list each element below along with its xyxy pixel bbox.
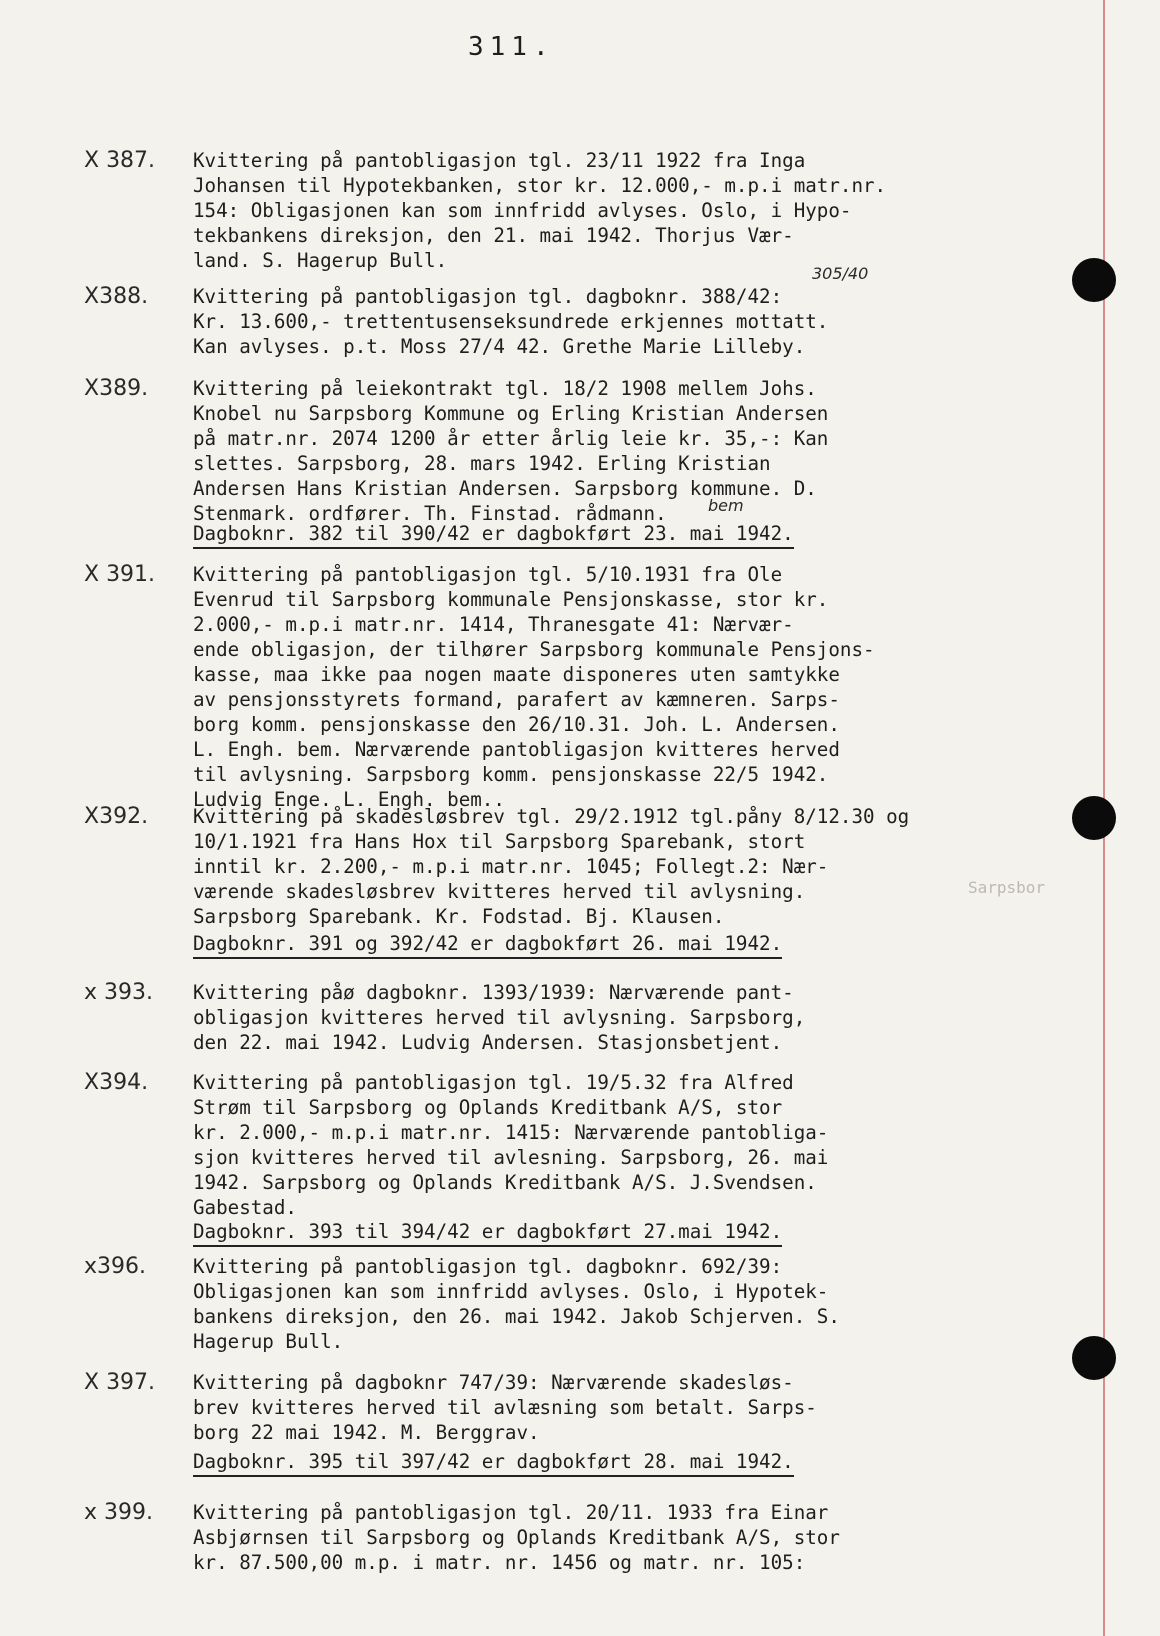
entry-line: sjon kvitteres herved til avlesning. Sarpsborg, 26. mai <box>193 1146 829 1169</box>
journal-summary: Dagboknr. 393 til 394/42 er dagbokført 27.mai 1942. <box>193 1220 782 1247</box>
entry-line: Strøm til Sarpsborg og Oplands Kreditbank A/S, stor <box>193 1096 783 1119</box>
entry-line: Gabestad. <box>193 1196 297 1219</box>
entry-line: 10/1.1921 fra Hans Hox til Sarpsborg Sparebank, stort <box>193 830 806 853</box>
entry-line: Kvittering på pantobligasjon tgl. 19/5.32 fra Alfred <box>193 1071 794 1094</box>
journal-summary: Dagboknr. 391 og 392/42 er dagbokført 26. mai 1942. <box>193 932 782 959</box>
punch-hole <box>1072 796 1116 840</box>
entry-number: X 387. <box>84 148 156 173</box>
entry-line: Kvittering på leiekontrakt tgl. 18/2 1908 mellem Johs. <box>193 377 817 400</box>
entry-line: land. S. Hagerup Bull. <box>193 249 448 272</box>
entry-line: Andersen Hans Kristian Andersen. Sarpsborg kommune. D. <box>193 477 817 500</box>
handwritten-correction: 305/40 <box>812 264 869 283</box>
entry-number: X389. <box>84 376 149 401</box>
entry-line: Sarpsborg Sparebank. Kr. Fodstad. Bj. Klausen. <box>193 905 725 928</box>
entry-number: x396. <box>84 1254 147 1279</box>
entry-line: brev kvitteres herved til avlæsning som betalt. Sarps- <box>193 1396 817 1419</box>
entry-line: Johansen til Hypotekbanken, stor kr. 12.000,- m.p.i matr.nr. <box>193 174 887 197</box>
entry-line: Kvittering på pantobligasjon tgl. 5/10.1931 fra Ole <box>193 563 783 586</box>
entry-line: kasse, maa ikke paa nogen maate disponeres uten samtykke <box>193 663 840 686</box>
entry-line: Kvittering på pantobligasjon tgl. 23/11 1922 fra Inga <box>193 149 806 172</box>
page-number: 311. <box>468 32 555 62</box>
entry-line: Kvittering påø dagboknr. 1393/1939: Nærværende pant- <box>193 981 794 1004</box>
entry-line: den 22. mai 1942. Ludvig Andersen. Stasjonsbetjent. <box>193 1031 783 1054</box>
entry-line: til avlysning. Sarpsborg komm. pensjonskasse 22/5 1942. <box>193 763 829 786</box>
entry-line: Kvittering på pantobligasjon tgl. dagboknr. 388/42: <box>193 285 783 308</box>
journal-summary: Dagboknr. 395 til 397/42 er dagbokført 28. mai 1942. <box>193 1450 794 1477</box>
entry-line: borg komm. pensjonskasse den 26/10.31. Joh. L. Andersen. <box>193 713 840 736</box>
entry-line: bankens direksjon, den 26. mai 1942. Jakob Schjerven. S. <box>193 1305 840 1328</box>
entry-line: Kvittering på pantobligasjon tgl. 20/11. 1933 fra Einar <box>193 1501 829 1524</box>
journal-summary: Dagboknr. 382 til 390/42 er dagbokført 23. mai 1942. <box>193 522 794 549</box>
entry-line: tekbankens direksjon, den 21. mai 1942. Thorjus Vær- <box>193 224 794 247</box>
entry-line: Kvittering på dagboknr 747/39: Nærværende skadesløs- <box>193 1371 794 1394</box>
entry-line: Hagerup Bull. <box>193 1330 344 1353</box>
punch-hole <box>1072 1336 1116 1380</box>
punch-hole <box>1072 258 1116 302</box>
entry-line: Evenrud til Sarpsborg kommunale Pensjonskasse, stor kr. <box>193 588 829 611</box>
faded-margin-text: Sarpsbor <box>968 878 1046 897</box>
entry-line: Kvittering på skadesløsbrev tgl. 29/2.1912 tgl.påny 8/12.30 og <box>193 805 910 828</box>
entry-line: Kr. 13.600,- trettentusenseksundrede erkjennes mottatt. <box>193 310 829 333</box>
entry-line: av pensjonsstyrets formand, parafert av kæmneren. Sarps- <box>193 688 840 711</box>
entry-line: værende skadesløsbrev kvitteres herved til avlysning. <box>193 880 806 903</box>
entry-line: inntil kr. 2.200,- m.p.i matr.nr. 1045; Follegt.2: Nær- <box>193 855 829 878</box>
entry-line: obligasjon kvitteres herved til avlysning. Sarpsborg, <box>193 1006 806 1029</box>
entry-number: X 391. <box>84 562 156 587</box>
entry-number: X392. <box>84 804 149 829</box>
entry-line: Stenmark. ordfører. Th. Finstad. rådmann. <box>193 502 667 525</box>
entry-line: ende obligasjon, der tilhører Sarpsborg kommunale Pensjons- <box>193 638 875 661</box>
entry-line: 1942. Sarpsborg og Oplands Kreditbank A/S. J.Svendsen. <box>193 1171 817 1194</box>
handwritten-annotation: bem <box>708 496 744 515</box>
entry-line: Kan avlyses. p.t. Moss 27/4 42. Grethe Marie Lilleby. <box>193 335 806 358</box>
entry-line: Obligasjonen kan som innfridd avlyses. Oslo, i Hypotek- <box>193 1280 829 1303</box>
entry-line: Knobel nu Sarpsborg Kommune og Erling Kristian Andersen <box>193 402 829 425</box>
entry-line: slettes. Sarpsborg, 28. mars 1942. Erling Kristian <box>193 452 771 475</box>
entry-line: 2.000,- m.p.i matr.nr. 1414, Thranesgate 41: Nærvær- <box>193 613 794 636</box>
entry-line: Ludvig Enge. L. Engh. bem.. <box>193 788 505 811</box>
entry-line: 154: Obligasjonen kan som innfridd avlyses. Oslo, i Hypo- <box>193 199 852 222</box>
entry-line: Asbjørnsen til Sarpsborg og Oplands Kreditbank A/S, stor <box>193 1526 840 1549</box>
entry-number: X394. <box>84 1070 149 1095</box>
entry-line: kr. 2.000,- m.p.i matr.nr. 1415: Nærværende pantobliga- <box>193 1121 829 1144</box>
entry-line: Kvittering på pantobligasjon tgl. dagboknr. 692/39: <box>193 1255 783 1278</box>
entry-number: X388. <box>84 284 149 309</box>
entry-line: borg 22 mai 1942. M. Berggrav. <box>193 1421 540 1444</box>
entry-number: X 397. <box>84 1370 156 1395</box>
entry-number: x 393. <box>84 980 153 1005</box>
entry-line: på matr.nr. 2074 1200 år etter årlig leie kr. 35,-: Kan <box>193 427 829 450</box>
entry-number: x 399. <box>84 1500 153 1525</box>
entry-line: L. Engh. bem. Nærværende pantobligasjon kvitteres herved <box>193 738 840 761</box>
entry-line: kr. 87.500,00 m.p. i matr. nr. 1456 og matr. nr. 105: <box>193 1551 806 1574</box>
